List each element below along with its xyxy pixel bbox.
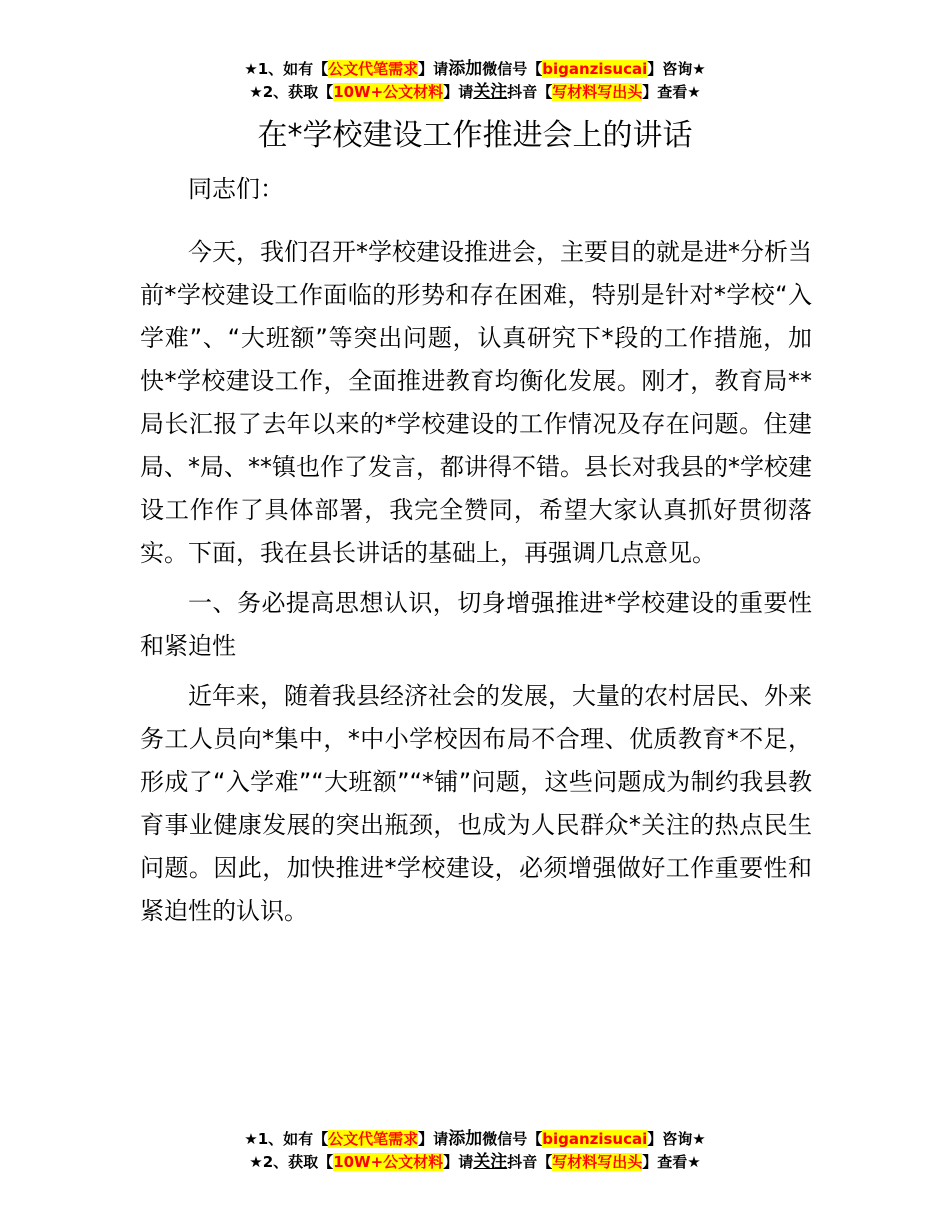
banner-text: 】请	[443, 83, 474, 101]
banner-text: 微信号【	[482, 60, 543, 78]
banner-highlight: 10W+公文材料	[333, 1153, 444, 1171]
paragraph: 今天，我们召开*学校建设推进会，主要目的就是进*分析当前*学校建设工作面临的形势和存在困难，特别是针对*学校“入学难”、“大班额”等突出问题，认真研究下*段的工作措施，加快*学校建设工作，全面推进教育均衡化发展。刚才，教育局**局长汇报了去年以来的*学校建设的工作情况及存在问题。住建局、*局、**镇也作了发言，都讲得不错。县长对我县的*学校建设工作作了具体部署，我完全赞同，希望大家认真抓好贯彻落实。下面，我在县长讲话的基础上，再强调几点意见。	[140, 238, 812, 567]
paragraph: 近年来，随着我县经济社会的发展，大量的农村居民、外来务工人员向*集中，*中小学校因布局不合理、优质教育*不足，形成了“入学难”“大班额”“*铺”问题，这些问题成为制约我县教育事业健康发展的突出瓶颈，也成为人民群众*关注的热点民生问题。因此，加快推进*学校建设，必须增强做好工作重要性和紧迫性的认识。	[140, 682, 812, 925]
banner-text: ★2、获取【	[249, 83, 334, 101]
banner-highlight: 写材料写出头	[552, 1153, 643, 1171]
banner-text: 】请	[418, 60, 449, 78]
banner-text: 】请	[443, 1153, 474, 1171]
banner-text: 】请	[418, 1130, 449, 1148]
banner-text: 微信号【	[482, 1130, 543, 1148]
banner-emphasis: 关注	[473, 1152, 508, 1172]
banner-highlight: 公文代笔需求	[328, 60, 419, 78]
banner-line-1	[0, 58, 950, 81]
footer-banner	[0, 1128, 950, 1174]
document-body	[140, 168, 812, 940]
banner-text: ★1、如有【	[244, 60, 329, 78]
banner-emphasis: 添加	[448, 1129, 483, 1149]
banner-highlight: biganzisucai	[542, 60, 648, 78]
banner-line-2	[0, 1151, 950, 1174]
banner-text: 抖音【	[507, 83, 553, 101]
banner-text: ★1、如有【	[244, 1130, 329, 1148]
banner-text: ★2、获取【	[249, 1153, 334, 1171]
banner-line-2	[0, 81, 950, 104]
banner-highlight: 公文代笔需求	[328, 1130, 419, 1148]
banner-highlight: 写材料写出头	[552, 83, 643, 101]
banner-line-1	[0, 1128, 950, 1151]
banner-text: 】查看★	[642, 1153, 701, 1171]
banner-emphasis: 添加	[448, 59, 483, 79]
banner-text: 】咨询★	[647, 1130, 706, 1148]
greeting: 同志们：	[188, 175, 284, 203]
banner-highlight: 10W+公文材料	[333, 83, 444, 101]
banner-highlight: biganzisucai	[542, 1130, 648, 1148]
banner-text: 】查看★	[642, 83, 701, 101]
header-banner	[0, 58, 950, 104]
banner-emphasis: 关注	[473, 82, 508, 102]
banner-text: 抖音【	[507, 1153, 553, 1171]
banner-text: 】咨询★	[647, 60, 706, 78]
section-heading: 一、务必提高思想认识，切身增强推进*学校建设的重要性和紧迫性	[140, 589, 812, 660]
document-title: 在*学校建设工作推进会上的讲话	[257, 118, 693, 153]
